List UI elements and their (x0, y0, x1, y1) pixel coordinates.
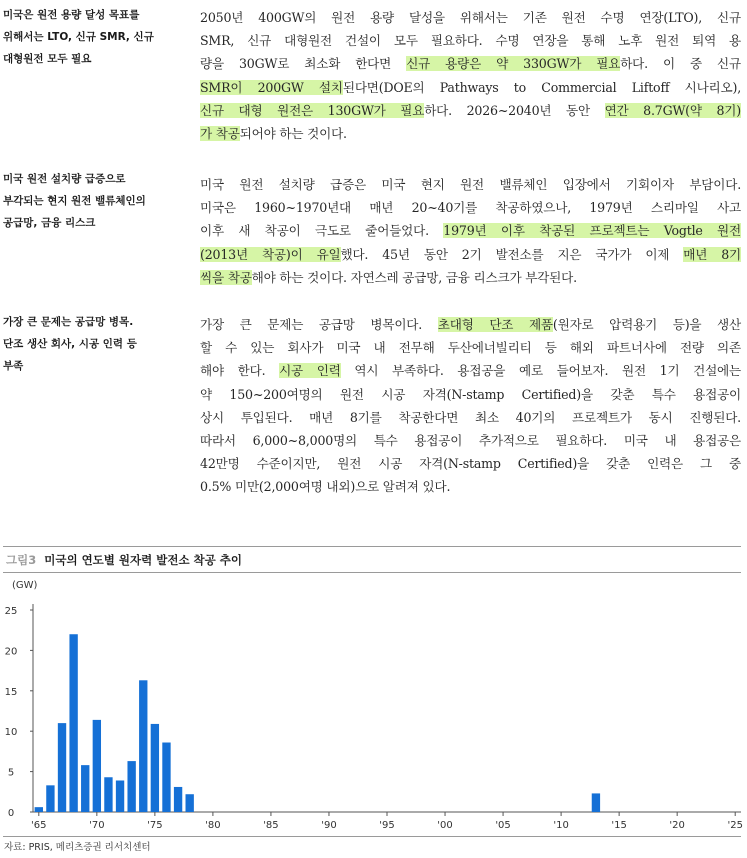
x-tick-label: '20 (669, 820, 685, 831)
text-run: 해야 한다. (200, 363, 280, 379)
x-tick-label: '65 (31, 820, 47, 831)
text-run: 되어야 하는 것이다. (239, 126, 347, 142)
section-2-sidebar-heading (3, 168, 178, 234)
sidebar-heading-line: 단조 생산 회사, 시공 인력 등 (3, 338, 137, 350)
text-run: 량을 30GW로 최소화 한다면 (200, 56, 407, 72)
text-run: 했다. 45년 동안 2기 발전소를 지은 국가가 이제 (340, 246, 684, 262)
bar-1966 (46, 785, 54, 812)
bar-1972 (116, 780, 124, 812)
highlighted-phrase: SMR이 200GW 설치 (200, 79, 343, 95)
sidebar-heading-line: 위해서는 LTO, 신규 SMR, 신규 (3, 31, 154, 43)
sidebar-heading-line: 부족 (3, 360, 24, 372)
bar-1977 (174, 787, 182, 812)
y-tick-label: 20 (4, 646, 18, 658)
body-line (200, 29, 741, 52)
body-line (200, 383, 741, 406)
x-tick-label: '95 (379, 820, 395, 831)
x-tick-label: '00 (437, 820, 453, 831)
sidebar-heading-line: 부각되는 현지 원전 밸류체인의 (3, 195, 146, 207)
section-2-body (200, 173, 741, 289)
body-line (200, 429, 741, 452)
highlighted-phrase: 신규 대형 원전은 130GW가 필요 (200, 102, 425, 118)
text-run: 하다. 이 중 신규 (620, 56, 741, 72)
text-run: 가장 큰 문제는 공급망 병목이다. (200, 317, 438, 332)
figure-bottom-rule (3, 836, 741, 837)
text-run: 미국 원전 설치량 급증은 미국 현지 원전 밸류체인 입장에서 기회이자 부담이다. (200, 177, 741, 192)
body-line (200, 122, 741, 145)
x-tick-label: '85 (263, 820, 279, 831)
highlighted-phrase: 가 착공 (200, 126, 240, 142)
text-run: (원자로 압력용기 등)을 생산 (552, 317, 741, 332)
section-3-sidebar-heading (3, 311, 178, 377)
text-run: 역시 부족하다. 용접공을 예로 들어보자. 원전 1기 건설에는 (340, 363, 741, 379)
x-tick-label: '75 (147, 820, 163, 831)
bar-1974 (139, 680, 147, 812)
y-tick-label: 5 (7, 767, 15, 779)
highlighted-phrase: 매년 8기 (683, 246, 741, 262)
body-line (200, 76, 741, 99)
highlighted-phrase: 초대형 단조 제품 (437, 317, 553, 332)
figure-top-rule (3, 546, 741, 547)
bar-2013 (592, 793, 600, 812)
construction-start-chart (0, 592, 747, 832)
section-1-sidebar-heading (3, 4, 178, 70)
bar-1978 (186, 794, 194, 812)
body-line (200, 52, 741, 75)
bar-1973 (127, 761, 135, 812)
sidebar-heading-line: 공급망, 금융 리스크 (3, 217, 96, 229)
body-line (200, 196, 741, 219)
text-run: SMR, 신규 대형원전 건설이 모두 필요하다. 수명 연장을 통해 노후 원전 퇴역 용 (200, 33, 741, 49)
bar-1967 (58, 723, 66, 812)
text-run: 42만명 수준이지만, 원전 시공 자격(N-stamp Certified)을 갖춘 인력은 그 중 (200, 456, 741, 472)
figure-title (6, 552, 242, 568)
text-run: 하다. 2026~2040년 동안 (424, 102, 605, 118)
highlighted-phrase: 연간 8.7GW(약 8기) (604, 102, 741, 118)
body-line (200, 313, 741, 336)
body-line (200, 359, 741, 382)
x-tick-label: '15 (611, 820, 627, 831)
text-run: 따라서 6,000~8,000명의 특수 용접공이 추가적으로 필요하다. 미국 내 용접공은 (200, 433, 741, 449)
sidebar-heading-line: 미국은 원전 용량 달성 목표를 (3, 9, 140, 21)
highlighted-phrase: (2013년 착공)이 유일 (200, 246, 341, 262)
y-tick-label: 10 (4, 727, 18, 739)
text-run: 할 수 있는 회사가 미국 내 전무해 두산에너빌리티 등 해외 파트너사에 전량 의존 (200, 340, 741, 356)
sidebar-heading-line: 가장 큰 문제는 공급망 병목. (3, 316, 134, 328)
figure-number: 그림3 (6, 553, 37, 567)
bar-1965 (35, 807, 43, 812)
figure-title-rule (3, 572, 741, 573)
bar-1975 (151, 724, 159, 812)
highlighted-phrase: 신규 용량은 약 330GW가 필요 (406, 56, 621, 72)
sidebar-heading-line: 미국 원전 설치량 급증으로 (3, 173, 126, 185)
chart-y-unit: (GW) (12, 580, 38, 591)
x-tick-label: '05 (495, 820, 511, 831)
text-run: 상시 투입된다. 매년 8기를 착공한다면 최소 40기의 프로젝트가 동시 진행된다. (200, 409, 741, 425)
x-tick-label: '90 (321, 820, 337, 831)
text-run: 2050년 400GW의 원전 용량 달성을 위해서는 기존 원전 수명 연장(LTO), 신규 (200, 10, 741, 25)
bar-1971 (104, 777, 112, 812)
body-line (200, 336, 741, 359)
body-line (200, 173, 741, 196)
y-tick-label: 15 (4, 686, 18, 698)
text-run: 0.5% 미만(2,000여명 내외)으로 알려져 있다. (200, 479, 451, 495)
text-run: 이후 새 착공이 극도로 줄어들었다. (200, 223, 444, 239)
body-line (200, 452, 741, 475)
bar-1970 (93, 720, 101, 812)
body-line (200, 475, 741, 498)
x-tick-label: '70 (89, 820, 105, 831)
section-3-body (200, 313, 741, 499)
bar-1969 (81, 765, 89, 812)
highlighted-phrase: 시공 인력 (279, 363, 341, 379)
text-run: 미국은 1960~1970년대 매년 20~40기를 착공하였으나, 1979년 스리마일 사고 (200, 200, 741, 216)
bar-1968 (69, 634, 77, 812)
bar-1976 (162, 743, 170, 812)
x-tick-label: '80 (205, 820, 221, 831)
section-1-body (200, 6, 741, 145)
sidebar-heading-line: 대형원전 모두 필요 (3, 53, 92, 65)
body-line (200, 6, 741, 29)
text-run: 된다면(DOE의 Pathways to Commercial Liftoff 시나리오), (342, 79, 741, 95)
y-tick-label: 25 (4, 606, 18, 617)
body-line (200, 219, 741, 242)
highlighted-phrase: 1979년 이후 착공된 프로젝트는 Vogtle 원전 (443, 223, 741, 239)
body-line (200, 266, 741, 289)
y-tick-label: 0 (7, 808, 15, 819)
figure-title-text: 미국의 연도별 원자력 발전소 착공 추이 (44, 553, 242, 567)
body-line (200, 243, 741, 266)
text-run: 약 150~200여명의 원전 시공 자격(N-stamp Certified)을 갖춘 특수 용접공이 (200, 386, 741, 402)
body-line (200, 406, 741, 429)
body-line (200, 99, 741, 122)
x-tick-label: '25 (727, 820, 743, 831)
highlighted-phrase: 씩을 착공 (200, 269, 252, 285)
x-tick-label: '10 (553, 820, 569, 831)
text-run: 해야 하는 것이다. 자연스레 공급망, 금융 리스크가 부각된다. (251, 269, 577, 285)
source-note: 자료: PRIS, 메리츠증권 리서치센터 (4, 842, 151, 853)
